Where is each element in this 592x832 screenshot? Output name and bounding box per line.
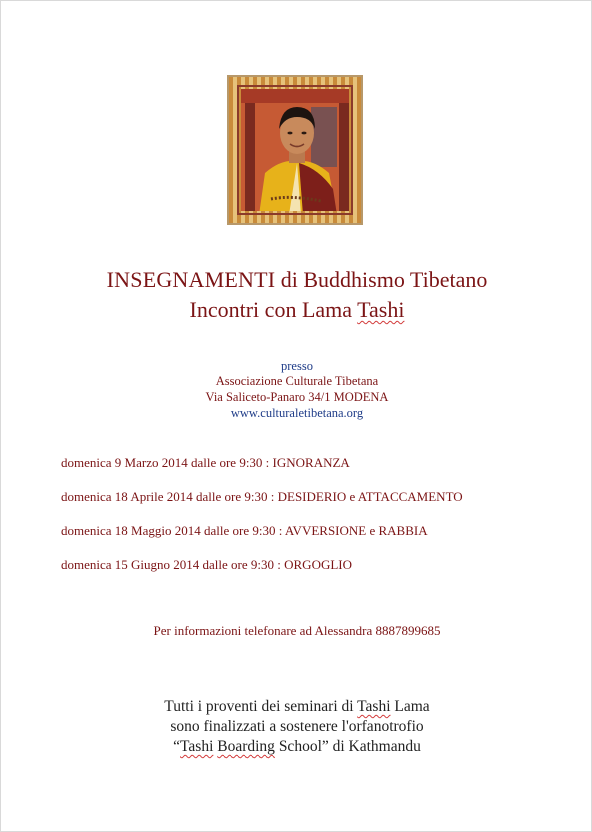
footer-line-1-prefix: Tutti i proventi dei seminari di bbox=[164, 698, 358, 715]
portrait-photo bbox=[227, 75, 363, 225]
portrait-illustration bbox=[241, 89, 349, 211]
footer-line-3-open: “ bbox=[173, 738, 181, 755]
venue-association: Associazione Culturale Tibetana bbox=[215, 374, 379, 388]
event-item: domenica 18 Aprile 2014 dalle ore 9:30 : DESIDERIO e ATTACCAMENTO bbox=[61, 489, 463, 504]
title-rest: di Buddhismo Tibetano bbox=[275, 267, 488, 292]
venue-website-link[interactable]: www.culturaletibetana.org bbox=[230, 406, 364, 420]
footer-line-1-name: Tashi bbox=[357, 698, 391, 715]
title-caps: INSEGNAMENTI bbox=[106, 267, 276, 292]
footer-line-1 bbox=[1, 697, 592, 717]
page-title bbox=[1, 267, 592, 293]
event-item: domenica 18 Maggio 2014 dalle ore 9:30 : AVVERSIONE e RABBIA bbox=[61, 523, 428, 538]
venue-address: Via Saliceto-Panaro 34/1 MODENA bbox=[205, 390, 389, 404]
footer-line-1-suffix: Lama bbox=[390, 698, 430, 715]
portrait-image bbox=[241, 89, 349, 211]
footer-line-3-rest: School” di Kathmandu bbox=[274, 738, 421, 755]
footer-line-3 bbox=[1, 737, 592, 757]
footer-school-name-a: Tashi bbox=[180, 738, 214, 755]
event-item: domenica 9 Marzo 2014 dalle ore 9:30 : IGNORANZA bbox=[61, 455, 350, 470]
subtitle-prefix: Incontri con Lama bbox=[189, 297, 358, 322]
event-item: domenica 15 Giugno 2014 dalle ore 9:30 : ORGOGLIO bbox=[61, 557, 353, 572]
subtitle-name: Tashi bbox=[357, 297, 405, 322]
venue-presso: presso bbox=[281, 359, 313, 373]
footer-line-2: sono finalizzati a sostenere l'orfanotrofio bbox=[170, 718, 424, 735]
page-subtitle bbox=[1, 297, 592, 323]
footer-school-name-b: Boarding bbox=[217, 738, 275, 755]
contact-info: Per informazioni telefonare ad Alessandra 8887899685 bbox=[153, 623, 441, 638]
